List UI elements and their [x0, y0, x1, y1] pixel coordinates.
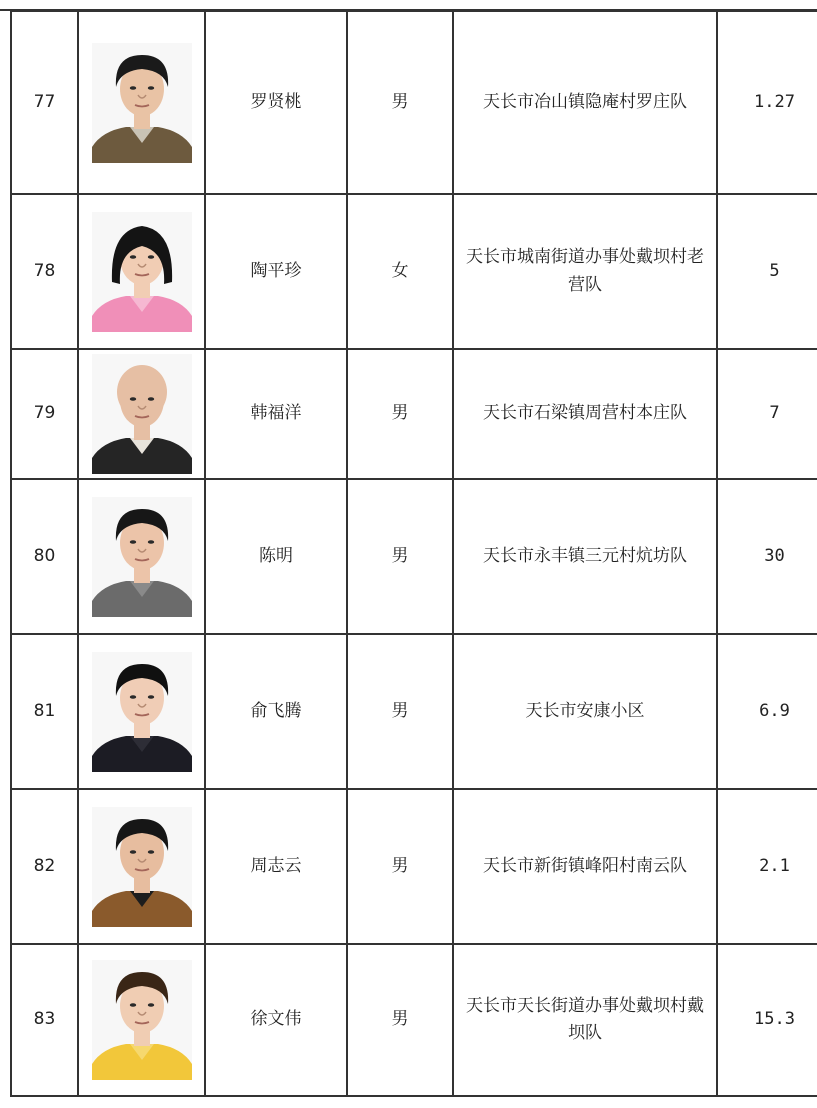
person-address: 天长市城南街道办事处戴坝村老营队	[453, 194, 717, 349]
person-address: 天长市安康小区	[453, 634, 717, 789]
amount-value: 6.9	[717, 634, 817, 789]
person-name: 俞飞腾	[205, 634, 347, 789]
portrait-cell	[78, 11, 205, 194]
roster-body	[11, 11, 817, 1096]
person-address: 天长市石梁镇周营村本庄队	[453, 349, 717, 479]
person-address: 天长市新街镇峰阳村南云队	[453, 789, 717, 944]
table-row	[11, 634, 817, 789]
person-gender: 女	[347, 194, 453, 349]
row-number: 78	[11, 194, 78, 349]
portrait-cell	[78, 789, 205, 944]
person-name: 陶平珍	[205, 194, 347, 349]
row-number: 77	[11, 11, 78, 194]
table-row	[11, 944, 817, 1096]
person-gender: 男	[347, 11, 453, 194]
person-address: 天长市冶山镇隐庵村罗庄队	[453, 11, 717, 194]
row-number: 79	[11, 349, 78, 479]
portrait-cell	[78, 634, 205, 789]
portrait-cell	[78, 349, 205, 479]
portrait-photo	[92, 497, 192, 617]
portrait-cell	[78, 944, 205, 1096]
person-gender: 男	[347, 634, 453, 789]
portrait-photo	[92, 960, 192, 1080]
amount-value: 30	[717, 479, 817, 634]
amount-value: 15.3	[717, 944, 817, 1096]
table-row	[11, 479, 817, 634]
roster-table	[10, 10, 817, 1097]
portrait-cell	[78, 194, 205, 349]
row-number: 80	[11, 479, 78, 634]
row-number: 82	[11, 789, 78, 944]
table-row	[11, 789, 817, 944]
person-gender: 男	[347, 479, 453, 634]
person-name: 陈明	[205, 479, 347, 634]
row-number: 83	[11, 944, 78, 1096]
portrait-photo	[92, 212, 192, 332]
amount-value: 7	[717, 349, 817, 479]
person-gender: 男	[347, 944, 453, 1096]
person-gender: 男	[347, 789, 453, 944]
row-number: 81	[11, 634, 78, 789]
table-row	[11, 11, 817, 194]
amount-value: 1.27	[717, 11, 817, 194]
table-row	[11, 194, 817, 349]
person-gender: 男	[347, 349, 453, 479]
amount-value: 2.1	[717, 789, 817, 944]
amount-value: 5	[717, 194, 817, 349]
person-name: 周志云	[205, 789, 347, 944]
portrait-photo	[92, 43, 192, 163]
table-row	[11, 349, 817, 479]
person-name: 徐文伟	[205, 944, 347, 1096]
person-address: 天长市永丰镇三元村炕坊队	[453, 479, 717, 634]
portrait-photo	[92, 807, 192, 927]
portrait-photo	[92, 652, 192, 772]
portrait-photo	[92, 354, 192, 474]
person-name: 韩福洋	[205, 349, 347, 479]
portrait-cell	[78, 479, 205, 634]
person-address: 天长市天长街道办事处戴坝村戴坝队	[453, 944, 717, 1096]
person-name: 罗贤桃	[205, 11, 347, 194]
